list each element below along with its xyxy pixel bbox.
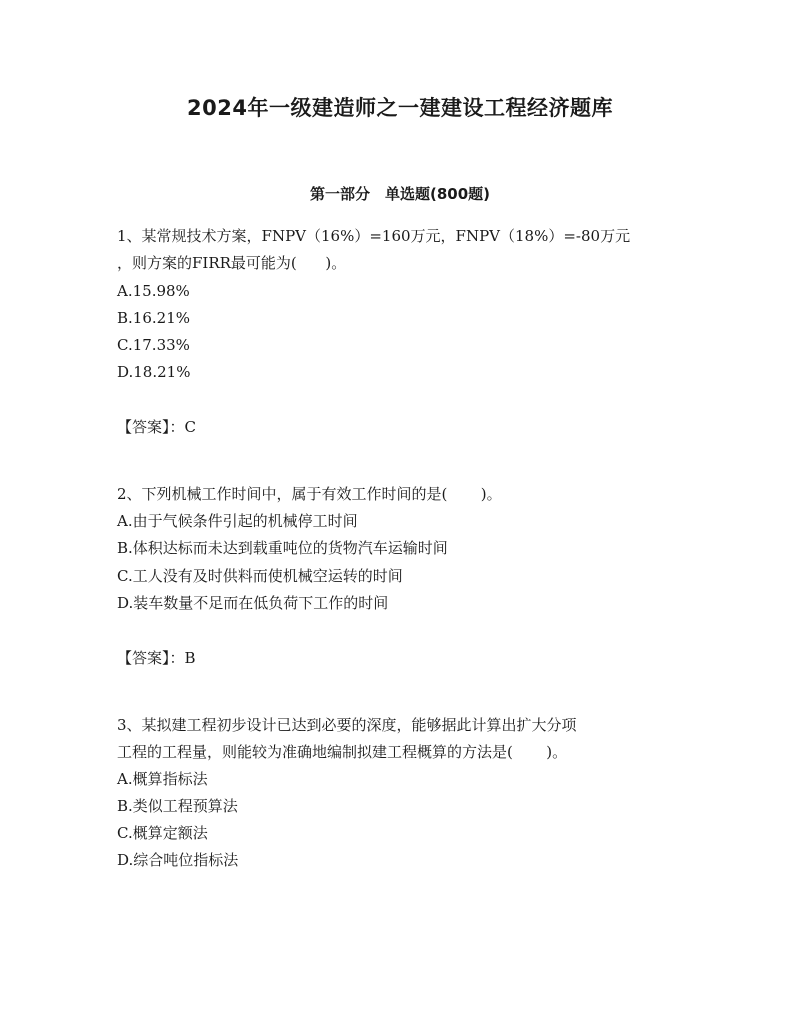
answer-line: 【答案】：C <box>117 418 196 436</box>
question-stem-line: 3、某拟建工程初步设计已达到必要的深度，能够据此计算出扩大分项 <box>117 716 577 734</box>
option-a: A.由于气候条件引起的机械停工时间 <box>117 512 358 530</box>
option-a: A.15.98% <box>117 282 190 300</box>
option-d: D.综合吨位指标法 <box>117 851 239 869</box>
option-d: D.装车数量不足而在低负荷下工作的时间 <box>117 594 389 612</box>
option-b: B.类似工程预算法 <box>117 797 238 815</box>
question-stem-line: ，则方案的FIRR最可能为( )。 <box>117 254 347 272</box>
option-a: A.概算指标法 <box>117 770 208 788</box>
section-title: 第一部分 单选题(800题) <box>309 185 491 203</box>
option-c: C.17.33% <box>117 336 190 354</box>
question-stem-line: 工程的工程量，则能较为准确地编制拟建工程概算的方法是( )。 <box>117 743 568 761</box>
option-b: B.16.21% <box>117 309 190 327</box>
question-stem-line: 1、某常规技术方案，FNPV（16%）=160万元，FNPV（18%）=-80万元 <box>117 227 631 245</box>
option-c: C.概算定额法 <box>117 824 208 842</box>
option-d: D.18.21% <box>117 363 191 381</box>
option-b: B.体积达标而未达到载重吨位的货物汽车运输时间 <box>117 539 448 557</box>
question-stem-line: 2、下列机械工作时间中，属于有效工作时间的是( )。 <box>117 485 502 503</box>
option-c: C.工人没有及时供料而使机械空运转的时间 <box>117 567 403 585</box>
answer-line: 【答案】：B <box>117 649 196 667</box>
document-title: 2024年一级建造师之一建建设工程经济题库 <box>187 96 613 120</box>
